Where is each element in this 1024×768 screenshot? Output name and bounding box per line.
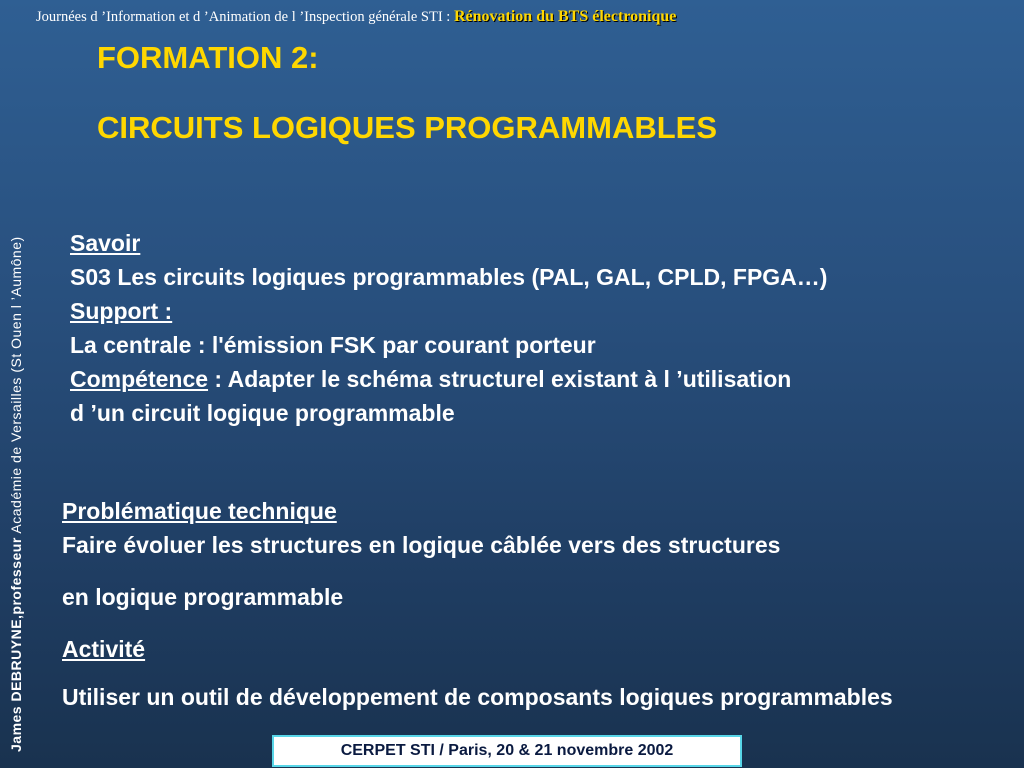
activite-text: Utiliser un outil de développement de composants logiques programmables xyxy=(62,684,893,710)
problematique-text-cont: en logique programmable xyxy=(62,584,344,610)
savoir-heading: Savoir xyxy=(70,230,141,256)
competence-heading: Compétence xyxy=(70,366,209,392)
author-name: James DEBRUYNE,professeur xyxy=(8,537,24,752)
author-institution: Académie de Versailles (St Ouen l ’Aumône) xyxy=(8,236,24,538)
header-text: Journées d ’Information et d ’Animation de l ’Inspection générale STI : xyxy=(36,9,454,25)
support-heading: Support : xyxy=(70,298,173,324)
footer-box xyxy=(272,735,742,767)
support-text: La centrale : l'émission FSK par courant porteur xyxy=(70,332,596,358)
problematique-text: Faire évoluer les structures en logique câblée vers des structures xyxy=(62,532,781,558)
header-accent: Rénovation du BTS électronique xyxy=(453,8,677,25)
activite-heading: Activité xyxy=(62,636,146,662)
slide-title-line1: FORMATION 2: xyxy=(97,40,319,75)
competence-text: : Adapter le schéma structurel existant à l ’utilisation xyxy=(208,366,792,392)
problematique-heading: Problématique technique xyxy=(62,498,337,524)
slide-header xyxy=(36,8,1016,26)
savoir-text: S03 Les circuits logiques programmables (PAL, GAL, CPLD, FPGA…) xyxy=(70,264,828,290)
slide-title-line2: CIRCUITS LOGIQUES PROGRAMMABLES xyxy=(97,110,718,145)
vertical-credit xyxy=(8,52,24,752)
footer-text: CERPET STI / Paris, 20 & 21 novembre 2002 xyxy=(340,742,674,759)
competence-text-cont: d ’un circuit logique programmable xyxy=(70,400,455,426)
objectives-block xyxy=(70,226,827,430)
